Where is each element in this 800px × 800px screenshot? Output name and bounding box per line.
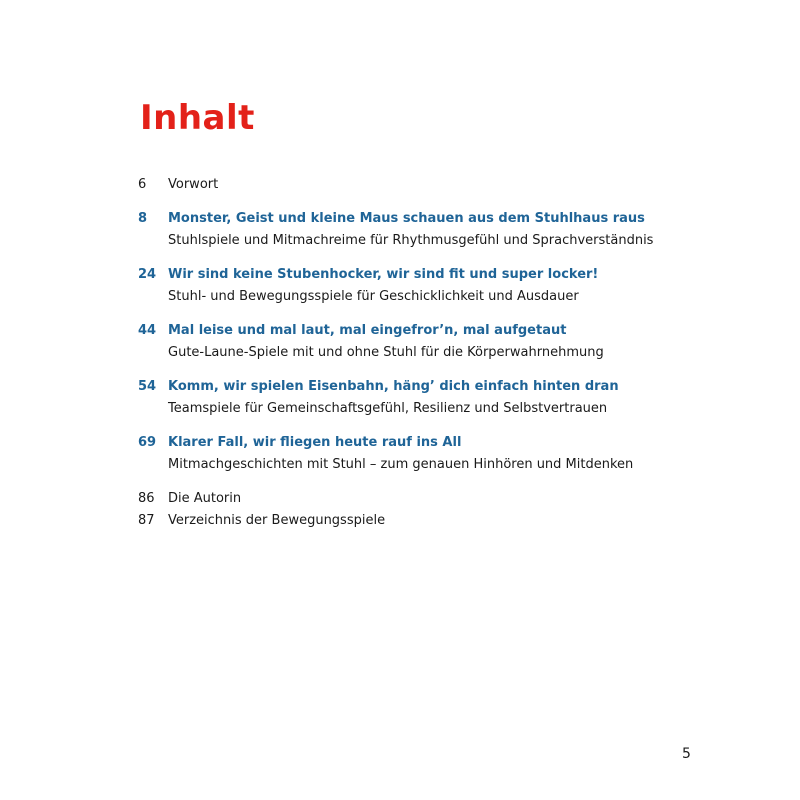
page-number: 5 [682, 746, 691, 762]
toc-section-heading: Mal leise und mal laut, mal eingefror’n, mal aufgetaut [168, 322, 567, 338]
toc-title: Vorwort [168, 177, 219, 192]
toc-page-number: 6 [138, 177, 147, 192]
toc-title: Die Autorin [168, 490, 242, 506]
toc-section-3[interactable] [138, 320, 698, 365]
toc-entry-index[interactable] [138, 510, 698, 533]
toc-page-number: 87 [138, 513, 155, 528]
toc-entry-author[interactable] [138, 488, 698, 511]
toc-page-number: 44 [138, 322, 157, 338]
toc-page-number: 54 [138, 378, 157, 394]
toc-page-number: 24 [138, 266, 157, 282]
toc-page-number: 86 [138, 490, 155, 506]
toc-section-heading: Klarer Fall, wir fliegen heute rauf ins All [168, 434, 462, 450]
toc-section-heading: Monster, Geist und kleine Maus schauen aus dem Stuhlhaus raus [168, 210, 645, 226]
toc-section-subtitle: Teamspiele für Gemeinschaftsgefühl, Resilienz und Selbstvertrauen [168, 401, 608, 416]
toc-section-heading: Komm, wir spielen Eisenbahn, häng’ dich einfach hinten dran [168, 378, 619, 394]
toc-section-subtitle: Gute-Laune-Spiele mit und ohne Stuhl für die Körperwahrnehmung [168, 345, 604, 360]
toc-section-subtitle: Stuhl- und Bewegungsspiele für Geschicklichkeit und Ausdauer [168, 289, 579, 304]
toc-entry-foreword[interactable] [138, 174, 698, 197]
toc-page-number: 69 [138, 434, 157, 450]
toc-section-1[interactable] [138, 208, 698, 253]
toc-section-subtitle: Mitmachgeschichten mit Stuhl – zum genauen Hinhören und Mitdenken [168, 457, 634, 472]
page-title: Inhalt [140, 98, 255, 138]
toc-page-number: 8 [138, 210, 148, 226]
toc-section-4[interactable] [138, 376, 698, 421]
table-of-contents [138, 174, 698, 533]
toc-section-heading: Wir sind keine Stubenhocker, wir sind fit und super locker! [168, 266, 599, 282]
toc-section-subtitle: Stuhlspiele und Mitmachreime für Rhythmusgefühl und Sprachverständnis [168, 233, 654, 248]
toc-section-5[interactable] [138, 432, 698, 477]
toc-section-2[interactable] [138, 264, 698, 309]
toc-title: Verzeichnis der Bewegungsspiele [168, 513, 386, 528]
